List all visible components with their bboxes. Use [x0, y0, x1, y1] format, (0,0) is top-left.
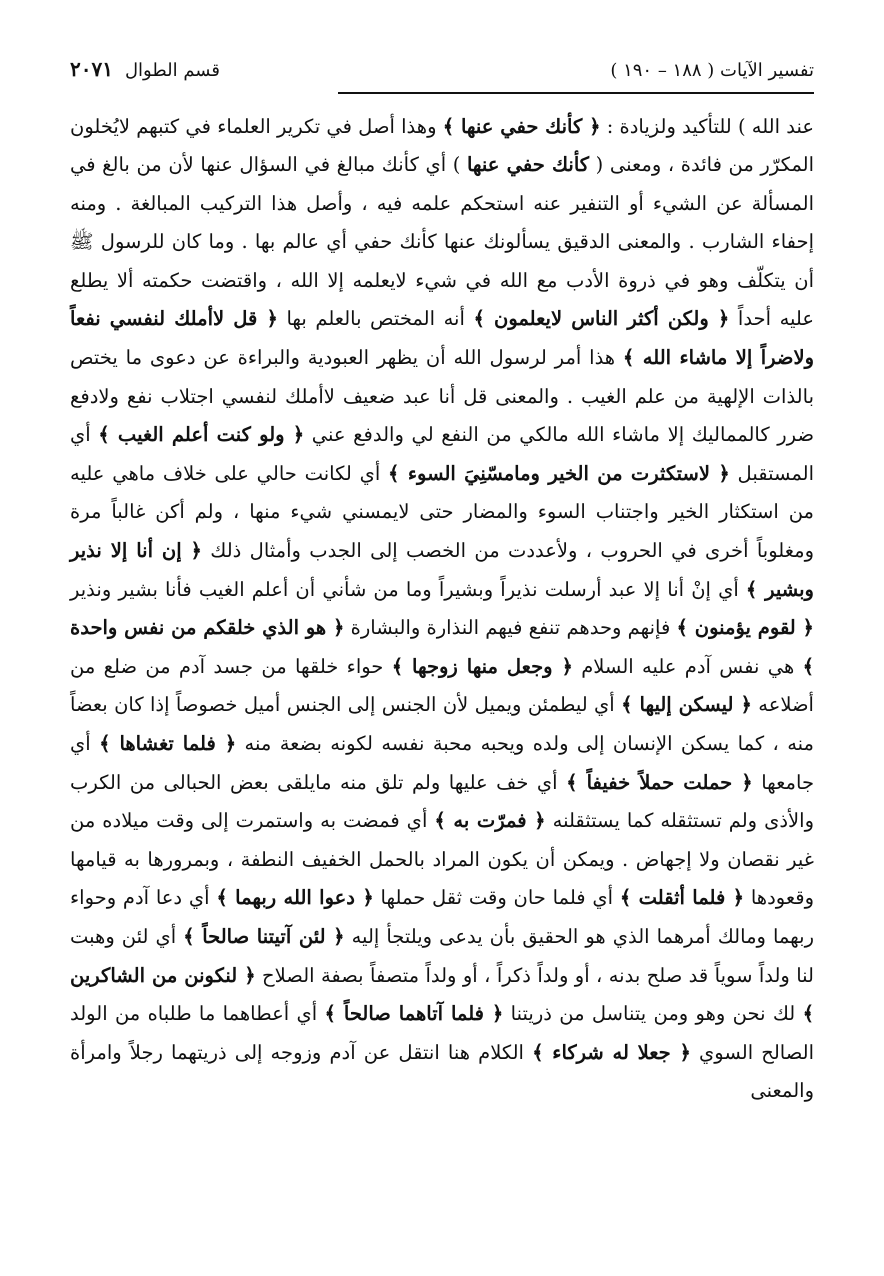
- commentary-text: فإنهم وحدهم تنفع فيهم النذارة والبشارة: [344, 616, 677, 640]
- quran-verse-quote: ﴿ فلما أثقلت ﴾: [619, 886, 745, 910]
- quran-verse-quote: ﴿ فلما آتاهما صالحاً ﴾: [324, 1002, 504, 1026]
- section-title: تفسير الآيات ( ١٨٨ – ١٩٠ ): [610, 60, 814, 81]
- commentary-text: أي خف عليها ولم تلق منه مايلقى بعض الحبالى من الكرب والأذى ولم تستثقله كما يستثقلنه: [70, 770, 814, 833]
- commentary-text: ) أي كأنك مبالغ في السؤال عنها لأن من بالغ في المسألة عن الشيء أو التنفير عنه استحكم علمه فيه ، وأصل هذا التركيب المبالغة . ومنه إحفاء الشارب . والمعنى الدقيق يسألونك عنها كأنك حفي أي عالم بها . وما كان للرسول ﷺ أن يتكلّف وهو في ذروة الأدب مع الله في شيء لايعلمه إلا الله ، واقتضت حكمته ألا يطلع عليه أحداً: [70, 153, 815, 331]
- quran-verse-quote: ﴿ حملت حملاً خفيفاً ﴾: [566, 770, 753, 794]
- commentary-text: أي فلما حان وقت ثقل حملها: [373, 886, 620, 910]
- commentary-text: أي دعا آدم وحواء ربهما ومالك أمرهما الذي هو الحقيق بأن يدعى ويلتجأ إليه: [70, 886, 815, 948]
- quran-verse-quote: ﴿ فلما تغشاها ﴾: [99, 732, 237, 755]
- quran-verse-quote: ﴿ جعلا له شركاء ﴾: [532, 1040, 691, 1064]
- quran-verse-quote: ﴿ لاستكثرت من الخير ومامسّنِيَ السوء ﴾: [388, 461, 730, 485]
- commentary-text: أي إنْ أنا إلا عبد أرسلت نذيراً وبشيراً وما من شأني أن أعلم الغيب فأنا بشير ونذير: [70, 577, 746, 601]
- body-text: [70, 108, 814, 1111]
- quran-verse-quote: ﴿ لقوم يؤمنون ﴾: [676, 616, 814, 640]
- commentary-text: أنه المختص بالعلم بها: [277, 307, 474, 331]
- commentary-text: الكلام هنا انتقل عن آدم وزوجه إلى ذريتهما رجلاً وامرأة والمعنى: [70, 1040, 814, 1103]
- commentary-text: أي لئن وهبت لنا ولداً سوياً قد صلح بدنه ، أو ولداً ذكراً ، أو ولداً متصفاً بصفة الصلاح: [70, 924, 815, 987]
- page-number: ٢٠٧١: [70, 57, 113, 81]
- commentary-text: أي المستقبل: [70, 423, 814, 485]
- quran-verse-quote: ﴿ لنكونن من الشاكرين ﴾: [70, 963, 814, 1026]
- quran-verse-quote: ﴿ قل لاأملك لنفسي نفعاً ولاضراً إلا ماشاء الله ﴾: [70, 307, 814, 370]
- header-rule: [338, 92, 814, 94]
- quran-verse-quote: ﴿ لئن آتيتنا صالحاً ﴾: [183, 924, 345, 948]
- quran-verse-quote: ﴿ ولو كنت أعلم الغيب ﴾: [98, 423, 305, 447]
- commentary-text: أي أعطاهما ما طلباه من الولد الصالح السوي: [70, 1002, 814, 1064]
- quran-verse-quote: ﴿ دعوا الله ربهما ﴾: [216, 886, 374, 910]
- page-header: [70, 52, 814, 86]
- commentary-text: أي لكانت حالي على خلاف ماهي عليه من استكثار الخير واجتناب السوء والمضار حتى لايمسني شيء منها ، ولم أكن غالباً مرة ومغلوباً أخرى في الحروب ، ولأعددت من الخصب إلى الجدب وأمثال ذلك: [70, 461, 814, 563]
- header-left-group: [70, 52, 220, 88]
- quran-verse-quote: ﴿ هو الذي خلقكم من نفس واحدة ﴾: [70, 616, 815, 678]
- commentary-text: حواء خلقها من جسد آدم من ضلع من أضلاعه: [70, 654, 814, 717]
- commentary-text: أي جامعها: [70, 732, 814, 794]
- quran-verse-quote: ﴿ كأنك حفي عنها ﴾: [442, 114, 601, 138]
- book-page: [70, 52, 814, 1236]
- commentary-text: هذا أمر لرسول الله أن يظهر العبودية والبراءة عن دعوى ما يختص بالذات الإلهية من علم الغيب . والمعنى قل أنا عبد ضعيف لاأملك لنفسي اجتلاب نفع ولادفع ضرر كالمماليك إلا ماشاء الله مالكي من النفع لي والدفع عني: [70, 346, 814, 447]
- commentary-text: هي نفس آدم عليه السلام: [572, 654, 803, 678]
- quran-verse-quote: ﴿ فمرّت به ﴾: [434, 809, 546, 833]
- part-title: قسم الطوال: [124, 60, 220, 81]
- commentary-text: عند الله ) للتأكيد ولزيادة :: [600, 114, 814, 138]
- commentary-text: لك نحن وهو ومن يتناسل من ذريتنا: [503, 1002, 803, 1026]
- quran-verse-quote: ﴿ وجعل منها زوجها ﴾: [391, 654, 573, 678]
- quran-verse-quote: ﴿ ليسكن إليها ﴾: [621, 693, 752, 717]
- commentary-text: أي ليطمئن ويميل لأن الجنس إلى الجنس أميل خصوصاً إذا كان بعضاً منه ، كما يسكن الإنسان إلى ولده ويحبه محبة نفسه لكونه بضعة منه: [70, 693, 814, 755]
- emphasized-phrase: كأنك حفي عنها: [466, 153, 590, 177]
- quran-verse-quote: ﴿ ولكن أكثر الناس لايعلمون ﴾: [473, 307, 730, 331]
- commentary-text: أي فمضت به واستمرت إلى وقت ميلاده من غير نقصان ولا إجهاض . ويمكن أن يكون المراد بالحمل الخفيف النطفة ، وبمرورها به قيامها وقعودها: [70, 809, 814, 910]
- quran-verse-quote: ﴿ إن أنا إلا نذير وبشير ﴾: [70, 539, 814, 601]
- commentary-text: وهذا أصل في تكرير العلماء في كتبهم لايُخلون المكرّر من فائدة ، ومعنى (: [70, 114, 814, 177]
